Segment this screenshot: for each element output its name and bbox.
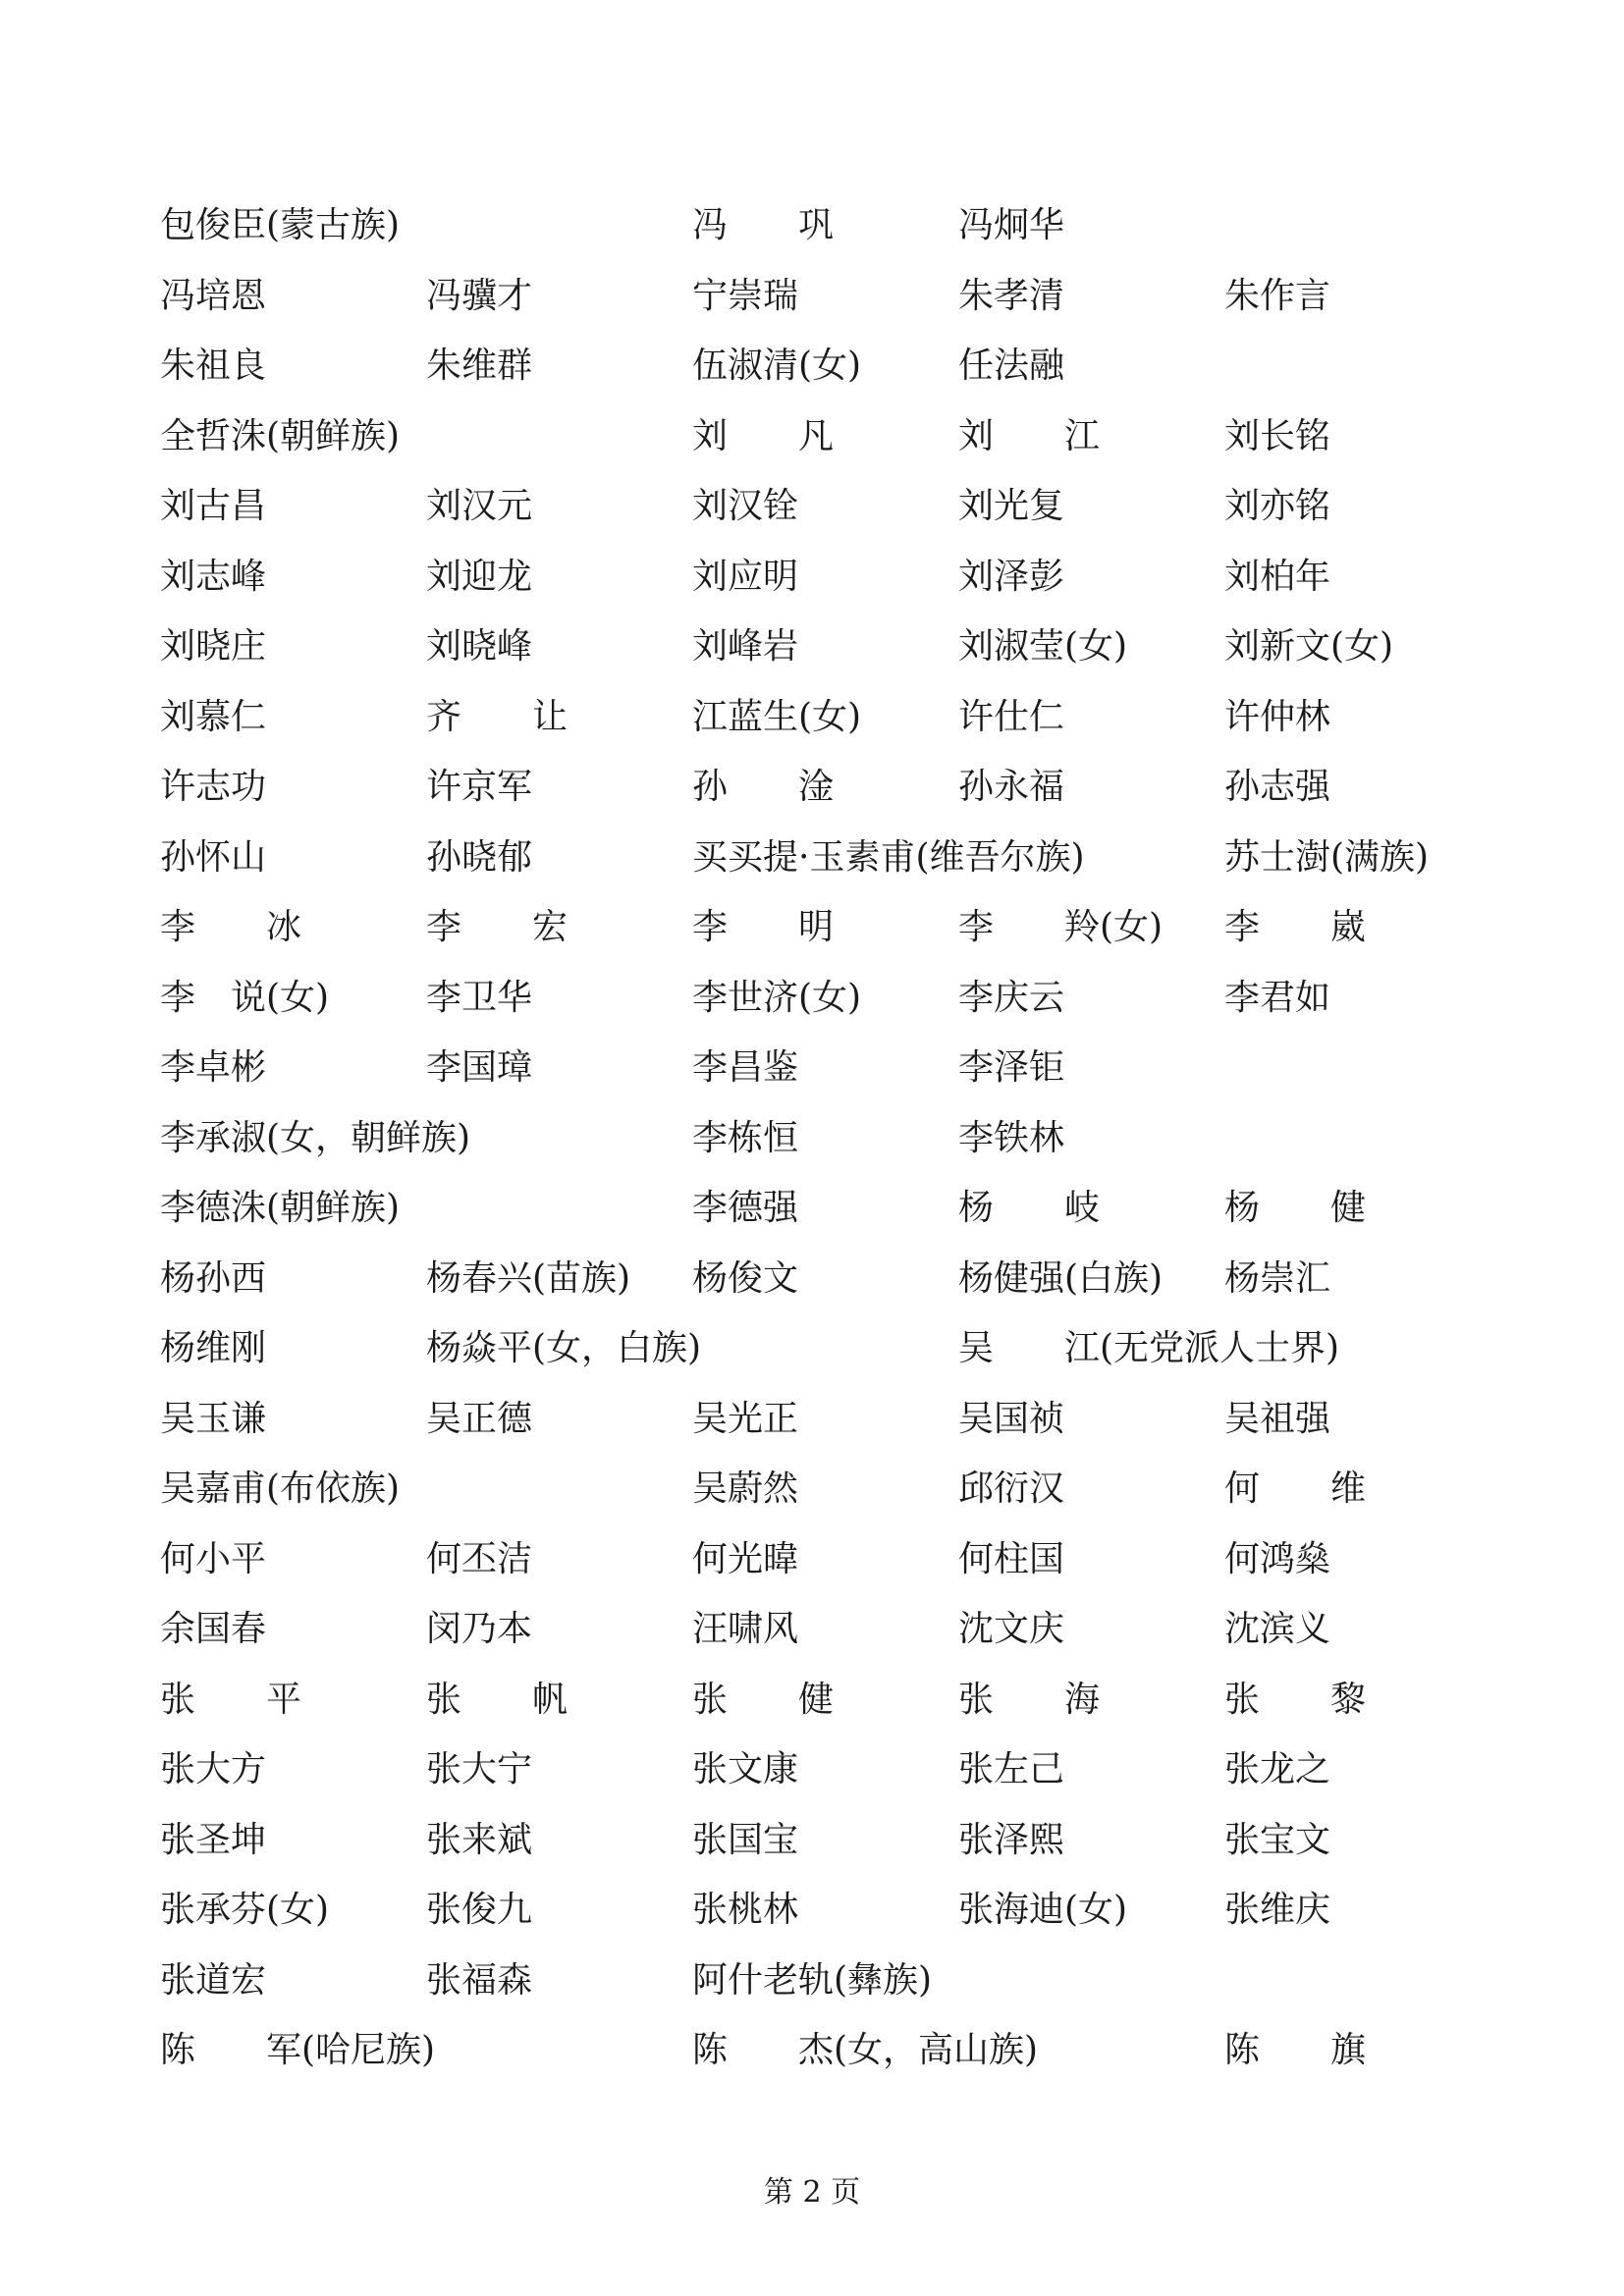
name-row <box>160 1811 1535 1882</box>
member-name: 朱祖良 <box>160 346 267 386</box>
member-name: 何 维 <box>1224 1468 1367 1509</box>
member-name: 许京军 <box>426 767 533 807</box>
member-name: 陈 军(哈尼族) <box>160 2030 436 2070</box>
member-name: 李国璋 <box>426 1047 533 1088</box>
member-name: 孙怀山 <box>160 836 267 878</box>
member-name: 刘峰岩 <box>692 626 799 667</box>
name-row <box>160 1881 1535 1951</box>
member-name: 张左己 <box>958 1749 1065 1789</box>
name-row <box>160 969 1535 1040</box>
member-name: 杨 岐 <box>958 1188 1101 1228</box>
member-name: 张福森 <box>426 1959 533 2001</box>
member-name: 江蓝生(女) <box>692 696 862 737</box>
member-name: 张海迪(女) <box>958 1890 1128 1930</box>
member-name: 刘淑莹(女) <box>958 626 1128 667</box>
name-row <box>160 337 1535 407</box>
name-row <box>160 2021 1535 2092</box>
member-name: 杨孙西 <box>160 1257 267 1299</box>
name-row <box>160 1671 1535 1741</box>
member-name: 张宝文 <box>1224 1819 1331 1860</box>
member-name: 冯 巩 <box>692 205 835 245</box>
name-row <box>160 1250 1535 1320</box>
member-name: 何鸿燊 <box>1224 1538 1331 1579</box>
member-name: 刘新文(女) <box>1224 626 1394 667</box>
member-name: 张 健 <box>692 1679 835 1720</box>
member-name: 刘晓庄 <box>160 626 267 667</box>
member-name: 许志功 <box>160 767 267 807</box>
member-name: 刘 凡 <box>692 415 835 456</box>
member-name: 张 海 <box>958 1679 1101 1720</box>
member-name: 李君如 <box>1224 977 1331 1018</box>
member-name: 杨焱平(女，白族) <box>426 1328 702 1368</box>
name-row <box>160 1530 1535 1601</box>
member-name: 张国宝 <box>692 1819 799 1860</box>
member-name: 张 帆 <box>426 1679 568 1720</box>
member-name: 张来斌 <box>426 1819 533 1860</box>
member-name: 刘泽彭 <box>958 556 1065 597</box>
member-name: 杨崇汇 <box>1224 1257 1331 1299</box>
member-name: 苏士澍(满族) <box>1224 836 1430 878</box>
member-name: 吴嘉甫(布依族) <box>160 1468 401 1509</box>
member-name: 刘长铭 <box>1224 415 1331 456</box>
member-name: 孙晓郁 <box>426 836 533 878</box>
member-name: 何柱国 <box>958 1538 1065 1579</box>
member-name: 杨维刚 <box>160 1328 267 1368</box>
member-name: 伍淑清(女) <box>692 346 862 386</box>
member-name: 刘晓峰 <box>426 626 533 667</box>
member-name: 张承芬(女) <box>160 1890 330 1930</box>
name-row <box>160 1460 1535 1530</box>
member-name: 宁崇瑞 <box>692 275 799 316</box>
member-name: 冯培恩 <box>160 275 267 316</box>
member-name: 李铁林 <box>958 1117 1065 1158</box>
member-name: 李 说(女) <box>160 977 330 1018</box>
member-name: 阿什老轨(彝族) <box>692 1959 933 2001</box>
member-name: 刘应明 <box>692 556 799 597</box>
member-name: 孙永福 <box>958 767 1065 807</box>
member-name: 张道宏 <box>160 1959 267 2001</box>
member-name: 孙 淦 <box>692 767 835 807</box>
member-name: 吴蔚然 <box>692 1468 799 1509</box>
member-name: 沈滨义 <box>1224 1609 1331 1649</box>
member-name: 刘汉铨 <box>692 486 799 526</box>
member-name: 李 崴 <box>1224 907 1367 947</box>
member-name: 张文康 <box>692 1749 799 1789</box>
member-name: 张俊九 <box>426 1890 533 1930</box>
member-name: 任法融 <box>958 346 1065 386</box>
name-row <box>160 1319 1535 1390</box>
member-name: 杨 健 <box>1224 1188 1367 1228</box>
member-name: 买买提·玉素甫(维吾尔族) <box>692 836 1085 878</box>
member-name: 李昌鉴 <box>692 1047 799 1088</box>
name-row <box>160 898 1535 969</box>
name-row <box>160 1390 1535 1461</box>
member-name: 朱维群 <box>426 346 533 386</box>
member-name: 李德洙(朝鲜族) <box>160 1188 401 1228</box>
name-row <box>160 1600 1535 1671</box>
member-name: 朱作言 <box>1224 275 1331 316</box>
member-name: 张大方 <box>160 1749 267 1789</box>
member-name: 李 羚(女) <box>958 907 1164 947</box>
member-name: 陈 杰(女，高山族) <box>692 2030 1039 2070</box>
member-name: 李德强 <box>692 1188 799 1228</box>
page-number: 第 2 页 <box>763 2175 861 2210</box>
name-row <box>160 477 1535 548</box>
member-name: 张圣坤 <box>160 1819 267 1860</box>
member-name: 张桃林 <box>692 1890 799 1930</box>
member-name: 汪啸风 <box>692 1609 799 1649</box>
member-name: 冯炯华 <box>958 205 1065 245</box>
member-name: 杨健强(白族) <box>958 1257 1164 1299</box>
member-name: 陈 旗 <box>1224 2030 1367 2070</box>
member-name: 何丕洁 <box>426 1538 533 1579</box>
member-name: 李卫华 <box>426 977 533 1018</box>
name-row <box>160 617 1535 688</box>
member-name: 张维庆 <box>1224 1890 1331 1930</box>
member-name: 吴正德 <box>426 1398 533 1439</box>
member-name: 刘 江 <box>958 415 1101 456</box>
member-name: 李 冰 <box>160 907 302 947</box>
member-name: 刘汉元 <box>426 486 533 526</box>
member-name: 李栋恒 <box>692 1117 799 1158</box>
member-name: 张 黎 <box>1224 1679 1367 1720</box>
member-name: 全哲洙(朝鲜族) <box>160 415 401 456</box>
member-name: 刘光复 <box>958 486 1065 526</box>
member-name: 包俊臣(蒙古族) <box>160 205 401 245</box>
member-name: 刘古昌 <box>160 486 267 526</box>
member-name: 吴国祯 <box>958 1398 1065 1439</box>
member-name: 刘亦铭 <box>1224 486 1331 526</box>
name-row <box>160 1039 1535 1109</box>
name-row <box>160 196 1535 267</box>
member-name: 李 宏 <box>426 907 568 947</box>
name-row <box>160 407 1535 478</box>
member-name: 李卓彬 <box>160 1047 267 1088</box>
member-name: 李庆云 <box>958 977 1065 1018</box>
member-name: 李 明 <box>692 907 835 947</box>
member-name: 何小平 <box>160 1538 267 1579</box>
member-name: 许仕仁 <box>958 696 1065 737</box>
member-name: 刘柏年 <box>1224 556 1331 597</box>
name-row <box>160 1179 1535 1250</box>
member-name: 刘志峰 <box>160 556 267 597</box>
name-list <box>160 196 1535 2092</box>
member-name: 李承淑(女，朝鲜族) <box>160 1117 471 1158</box>
member-name: 吴祖强 <box>1224 1398 1331 1439</box>
name-row <box>160 828 1535 899</box>
member-name: 闵乃本 <box>426 1609 533 1649</box>
member-name: 孙志强 <box>1224 767 1331 807</box>
name-row <box>160 758 1535 828</box>
member-name: 张泽熙 <box>958 1819 1065 1860</box>
member-name: 张 平 <box>160 1679 302 1720</box>
member-name: 杨春兴(苗族) <box>426 1257 631 1299</box>
member-name: 张龙之 <box>1224 1749 1331 1789</box>
name-row <box>160 1740 1535 1811</box>
member-name: 李泽钜 <box>958 1047 1065 1088</box>
member-name: 杨俊文 <box>692 1257 799 1299</box>
member-name: 刘慕仁 <box>160 696 267 737</box>
member-name: 沈文庆 <box>958 1609 1065 1649</box>
member-name: 冯骥才 <box>426 275 533 316</box>
name-row <box>160 1951 1535 2022</box>
member-name: 齐 让 <box>426 696 568 737</box>
member-name: 吴光正 <box>692 1398 799 1439</box>
member-name: 吴玉谦 <box>160 1398 267 1439</box>
member-name: 邱衍汉 <box>958 1468 1065 1509</box>
member-name: 何光暐 <box>692 1538 799 1579</box>
member-name: 李世济(女) <box>692 977 862 1018</box>
name-row <box>160 267 1535 338</box>
name-row <box>160 1109 1535 1180</box>
member-name: 余国春 <box>160 1609 267 1649</box>
name-row <box>160 688 1535 759</box>
member-name: 张大宁 <box>426 1749 533 1789</box>
name-row <box>160 548 1535 618</box>
member-name: 许仲林 <box>1224 696 1331 737</box>
member-name: 刘迎龙 <box>426 556 533 597</box>
member-name: 吴 江(无党派人士界) <box>958 1328 1340 1368</box>
member-name: 朱孝清 <box>958 275 1065 316</box>
